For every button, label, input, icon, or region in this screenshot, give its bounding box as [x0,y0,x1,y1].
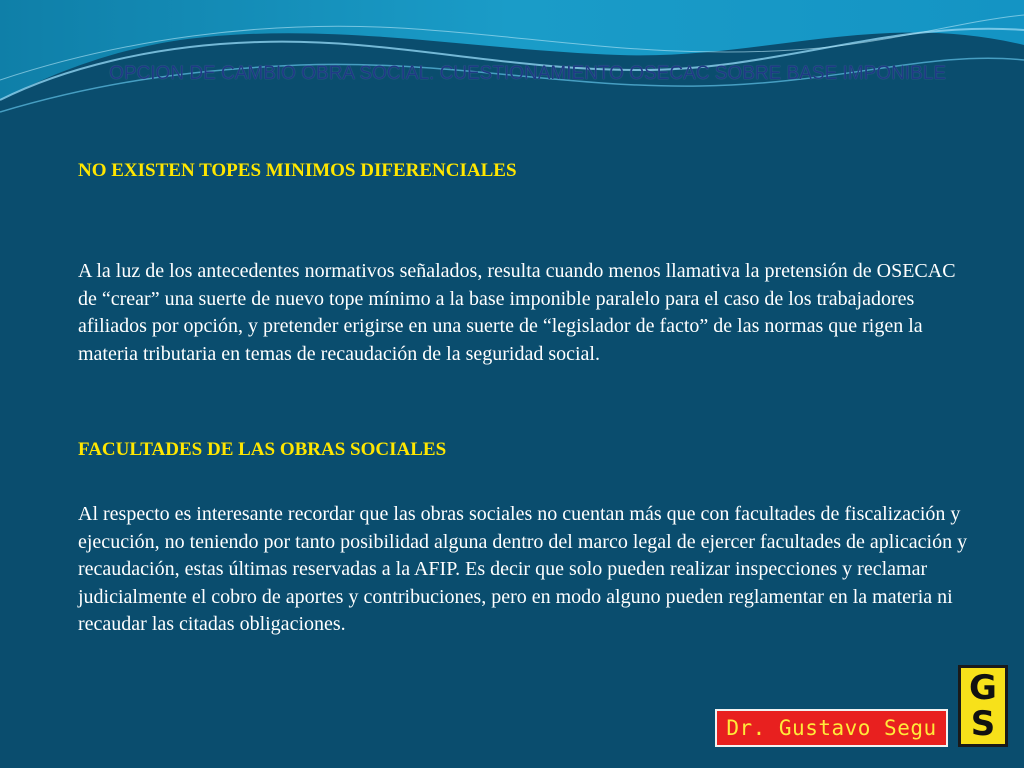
slide-title: OPCION DE CAMBIO OBRA SOCIAL. CUESTIONAMIENTO OSECAC SOBRE BASE IMPONIBLE [109,63,946,84]
author-signature-badge: Dr. Gustavo Segu [715,709,948,747]
logo-letter-g: G [969,668,997,708]
section-body-facultades: Al respecto es interesante recordar que las obras sociales no cuentan más que con facultades de fiscalización y ejecución, no teniendo por tanto posibilidad alguna dentro del marco legal de ejercer facultades de aplicación y recaudación, estas últimas reservadas a la AFIP. Es decir que solo pueden realizar inspecciones y reclamar judicialmente el cobro de aportes y contribuciones, pero en modo alguno pueden reglamentar en la materia ni recaudar las citadas obligaciones. [78,503,968,635]
section-heading-topes: NO EXISTEN TOPES MINIMOS DIFERENCIALES [78,160,517,181]
gs-logo [958,665,1008,747]
section-heading-facultades: FACULTADES DE LAS OBRAS SOCIALES [78,439,447,460]
section-body-topes: A la luz de los antecedentes normativos señalados, resulta cuando menos llamativa la pretensión de OSECAC de “crear” una suerte de nuevo tope mínimo a la base imponible paralelo para el caso de los trabajadores afiliados por opción, y pretender erigirse en una suerte de “legislador de facto” de las normas que rigen la materia tributaria en temas de recaudación de la seguridad social. [78,260,956,365]
logo-letter-s: S [970,704,996,744]
